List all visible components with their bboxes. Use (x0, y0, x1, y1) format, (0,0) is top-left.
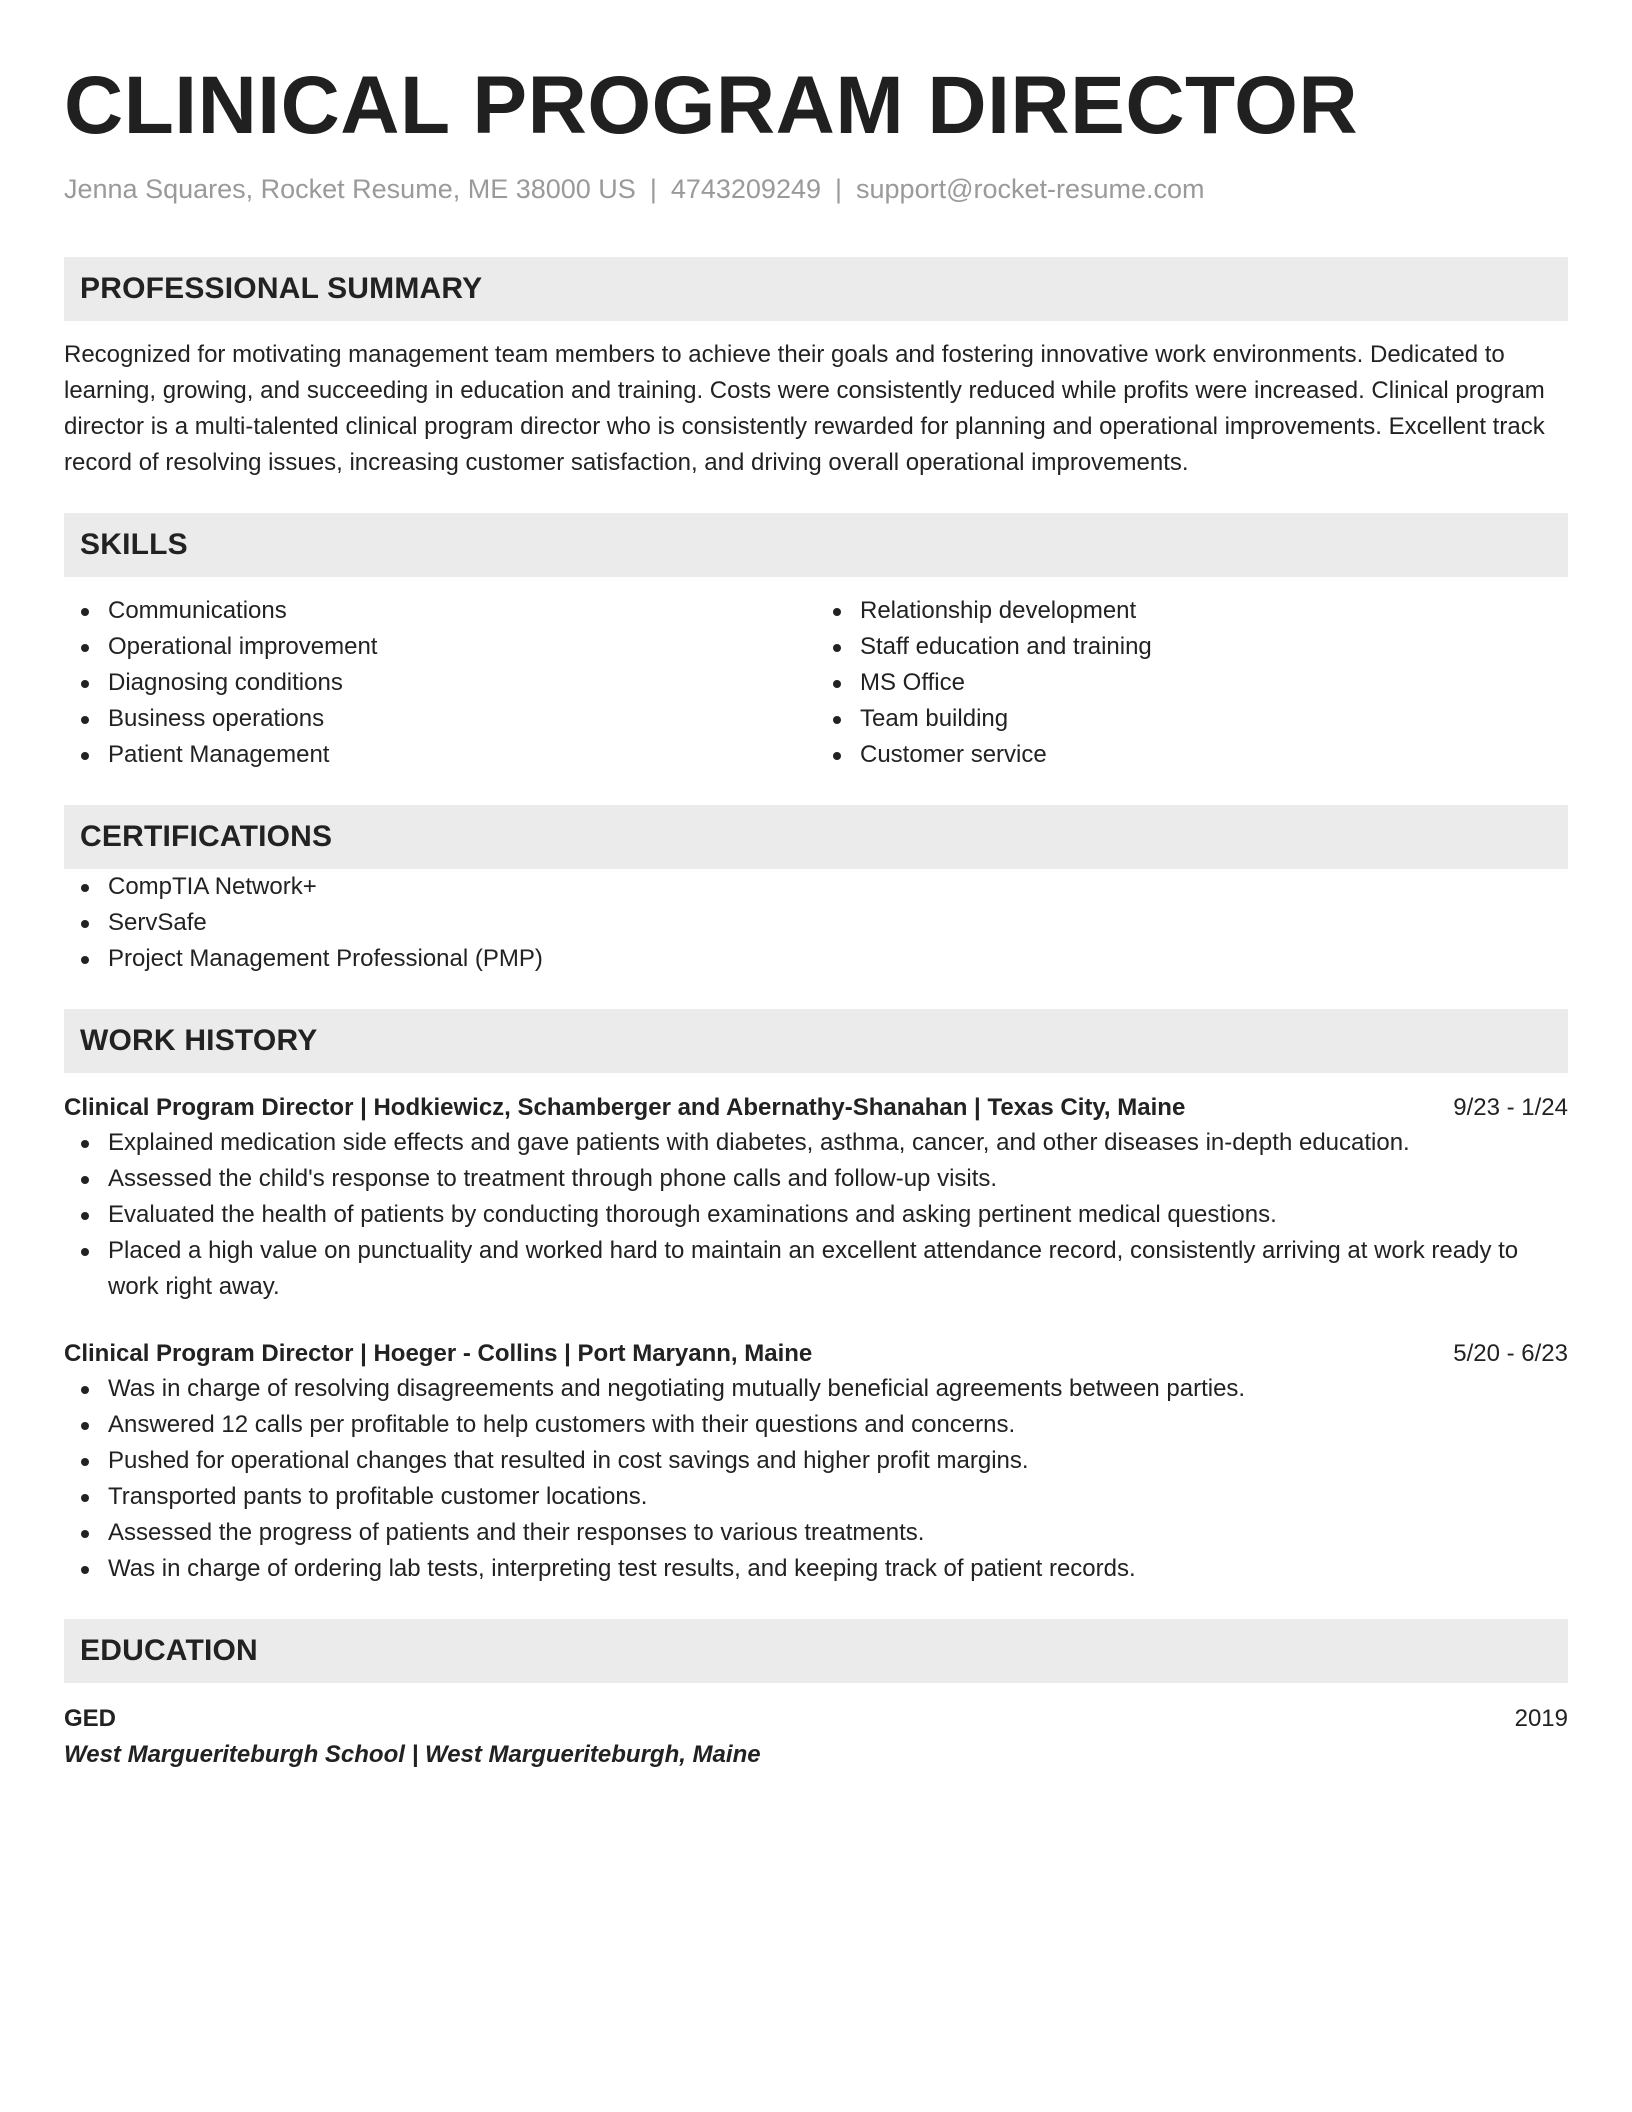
contact-separator: | (649, 174, 657, 204)
skill-item: Diagnosing conditions (64, 665, 816, 701)
job-bullet: Transported pants to profitable customer locations. (64, 1479, 1568, 1515)
skill-item: Operational improvement (64, 629, 816, 665)
skills-right-column (816, 593, 1568, 773)
job-bullet: Was in charge of ordering lab tests, interpreting test results, and keeping track of patient records. (64, 1551, 1568, 1587)
job-bullet: Evaluated the health of patients by conducting thorough examinations and asking pertinent medical questions. (64, 1197, 1568, 1233)
skill-item: Communications (64, 593, 816, 629)
job-bullet: Assessed the progress of patients and their responses to various treatments. (64, 1515, 1568, 1551)
contact-address: Jenna Squares, Rocket Resume, ME 38000 US (64, 174, 636, 204)
education-year: 2019 (1514, 1705, 1568, 1732)
section-header-work-history: WORK HISTORY (64, 1009, 1568, 1073)
skills-left-column (64, 593, 816, 773)
contact-phone: 4743209249 (670, 174, 821, 204)
skill-item: Staff education and training (816, 629, 1568, 665)
certification-item: Project Management Professional (PMP) (64, 941, 1568, 977)
summary-text: Recognized for motivating management team members to achieve their goals and fostering innovative work environments. Dedicated to learning, growing, and succeeding in education and training. Costs were consistently reduced while profits were increased. Clinical program director is a multi-talented clinical program director who is consistently rewarded for planning and operational improvements. Excellent track record of resolving issues, increasing customer satisfaction, and driving overall operational improvements. (64, 341, 1545, 476)
education-degree: GED (64, 1705, 117, 1732)
skill-item: MS Office (816, 665, 1568, 701)
education-school: West Margueriteburgh School | West Margueriteburgh, Maine (64, 1741, 761, 1768)
skills-grid (64, 593, 1568, 773)
job-bullets (64, 1371, 1568, 1587)
contact-separator: | (835, 174, 843, 204)
job-header (64, 1091, 1568, 1125)
job-bullet: Explained medication side effects and gave patients with diabetes, asthma, cancer, and other diseases in-depth education. (64, 1125, 1568, 1161)
certifications-list (64, 869, 1568, 977)
section-header-summary: PROFESSIONAL SUMMARY (64, 257, 1568, 321)
section-header-education: EDUCATION (64, 1619, 1568, 1683)
certification-item: CompTIA Network+ (64, 869, 1568, 905)
skill-item: Business operations (64, 701, 816, 737)
skill-item: Relationship development (816, 593, 1568, 629)
job-title: Clinical Program Director | Hodkiewicz, Schamberger and Abernathy-Shanahan | Texas City, Maine (64, 1094, 1186, 1121)
resume-title: CLINICAL PROGRAM DIRECTOR (64, 60, 1359, 151)
section-header-skills: SKILLS (64, 513, 1568, 577)
job-bullets (64, 1125, 1568, 1305)
certification-item: ServSafe (64, 905, 1568, 941)
job-bullet: Answered 12 calls per profitable to help customers with their questions and concerns. (64, 1407, 1568, 1443)
job-bullet: Assessed the child's response to treatment through phone calls and follow-up visits. (64, 1161, 1568, 1197)
education-header (64, 1701, 1568, 1737)
skill-item: Customer service (816, 737, 1568, 773)
job-bullet: Pushed for operational changes that resulted in cost savings and higher profit margins. (64, 1443, 1568, 1479)
skill-item: Team building (816, 701, 1568, 737)
job-dates: 5/20 - 6/23 (1453, 1340, 1568, 1367)
contact-line (64, 172, 1568, 206)
job-bullet: Was in charge of resolving disagreements and negotiating mutually beneficial agreements between parties. (64, 1371, 1568, 1407)
section-header-certifications: CERTIFICATIONS (64, 805, 1568, 869)
job-title: Clinical Program Director | Hoeger - Collins | Port Maryann, Maine (64, 1340, 813, 1367)
job-header (64, 1337, 1568, 1371)
job-bullet: Placed a high value on punctuality and worked hard to maintain an excellent attendance record, consistently arriving at work ready to work right away. (64, 1233, 1568, 1305)
contact-email: support@rocket-resume.com (856, 174, 1205, 204)
skill-item: Patient Management (64, 737, 816, 773)
job-dates: 9/23 - 1/24 (1453, 1094, 1568, 1121)
